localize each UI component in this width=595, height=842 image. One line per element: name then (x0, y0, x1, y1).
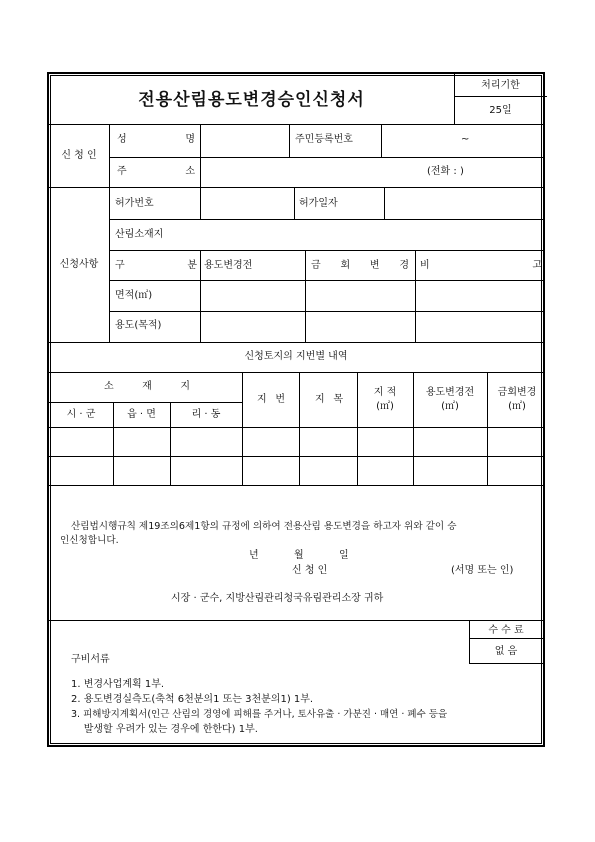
divider (289, 124, 290, 157)
divider (109, 280, 543, 281)
divider (109, 157, 543, 158)
land-area-header: 지 적 (373, 387, 397, 398)
divider (49, 372, 543, 373)
application-section-label: 신청사항 (59, 259, 99, 270)
divider (49, 187, 543, 188)
fee-value: 없 음 (494, 646, 518, 657)
lot-number-header: 지 번 (257, 394, 285, 405)
date-day: 일 (339, 550, 349, 561)
divider (109, 124, 110, 342)
divider (381, 124, 382, 157)
divider (49, 485, 543, 486)
eupmyeon-header: 읍 · 면 (127, 409, 156, 420)
divider (109, 250, 543, 251)
area-label: 면적(㎡) (115, 290, 153, 301)
declaration-text-line1: 산림법시행규칙 제19조의6제1항의 규정에 의하여 전용산림 용도변경을 하고자 위와 같이 승 (71, 521, 457, 532)
divider (200, 250, 201, 342)
divider (49, 342, 543, 343)
document-item: 1. 변경사업계획 1부. (71, 679, 165, 690)
divider (415, 250, 416, 342)
divider (49, 124, 543, 125)
fee-label: 수 수 료 (488, 625, 524, 636)
signature-label: (서명 또는 인) (451, 565, 514, 576)
land-area-unit: (㎡) (376, 401, 394, 412)
divider (200, 124, 201, 187)
before-change-unit: (㎡) (441, 401, 459, 412)
divider (454, 96, 547, 97)
divider (242, 372, 243, 485)
name-label: 성 명 (117, 134, 195, 145)
land-category-header: 지 목 (315, 394, 343, 405)
col-remarks: 비 고 (420, 260, 542, 271)
division-label: 구 분 (115, 260, 197, 271)
divider (49, 427, 543, 428)
processing-value: 25일 (489, 105, 512, 116)
use-label: 용도(목적) (115, 320, 162, 331)
divider (294, 187, 295, 219)
declaration-text-line2: 인신청합니다. (60, 535, 119, 546)
phone-field: (전화 : ) (427, 166, 464, 177)
permit-date-label: 허가일자 (299, 198, 338, 209)
ridong-header: 리 · 동 (191, 409, 221, 420)
divider (49, 456, 543, 457)
sigun-header: 시 · 군 (66, 409, 96, 420)
forest-location-label: 산림소재지 (115, 229, 164, 240)
divider (384, 187, 385, 219)
divider (200, 187, 201, 219)
resident-id-separator: ~ (461, 134, 470, 145)
document-item: 2. 용도변경실측도(축척 6천분의1 또는 3천분의1) 1부. (71, 694, 314, 705)
divider (109, 219, 543, 220)
before-change-header: 용도변경전 (425, 387, 475, 398)
address-label: 주 소 (117, 166, 195, 177)
divider (469, 663, 543, 664)
addressee: 시장 · 군수, 지방산림관리청국유림관리소장 귀하 (171, 593, 384, 604)
applicant-section-label: 신 청 인 (61, 150, 97, 161)
signer-label: 신 청 인 (292, 565, 328, 576)
date-year: 년 (249, 550, 259, 561)
permit-number-label: 허가번호 (115, 198, 154, 209)
divider (49, 402, 242, 403)
date-month: 월 (294, 550, 304, 561)
processing-label: 처리기한 (481, 80, 520, 91)
form-title: 전용산림용도변경승인신청서 (138, 90, 365, 110)
col-this-time: 금 회 변 경 (311, 260, 409, 271)
document-item: 3. 피해방지계획서(인근 산림의 경영에 피해를 주거나, 토사유출 · 가분진 · 매연 · 폐수 등을 (71, 709, 448, 720)
divider (469, 638, 543, 639)
divider (305, 250, 306, 342)
divider (109, 311, 543, 312)
document-item: 발생할 우려가 있는 경우에 한한다) 1부. (71, 724, 258, 735)
location-header: 소 재 지 (104, 381, 190, 392)
col-change-before: 용도변경전 (204, 260, 253, 271)
divider (299, 372, 300, 485)
this-change-unit: (㎡) (508, 401, 526, 412)
this-change-header: 금회변경 (497, 387, 537, 398)
land-table-heading: 신청토지의 지번별 내역 (244, 351, 348, 362)
application-form (47, 72, 545, 747)
documents-title: 구비서류 (71, 654, 110, 665)
resident-id-label: 주민등록번호 (295, 134, 353, 145)
